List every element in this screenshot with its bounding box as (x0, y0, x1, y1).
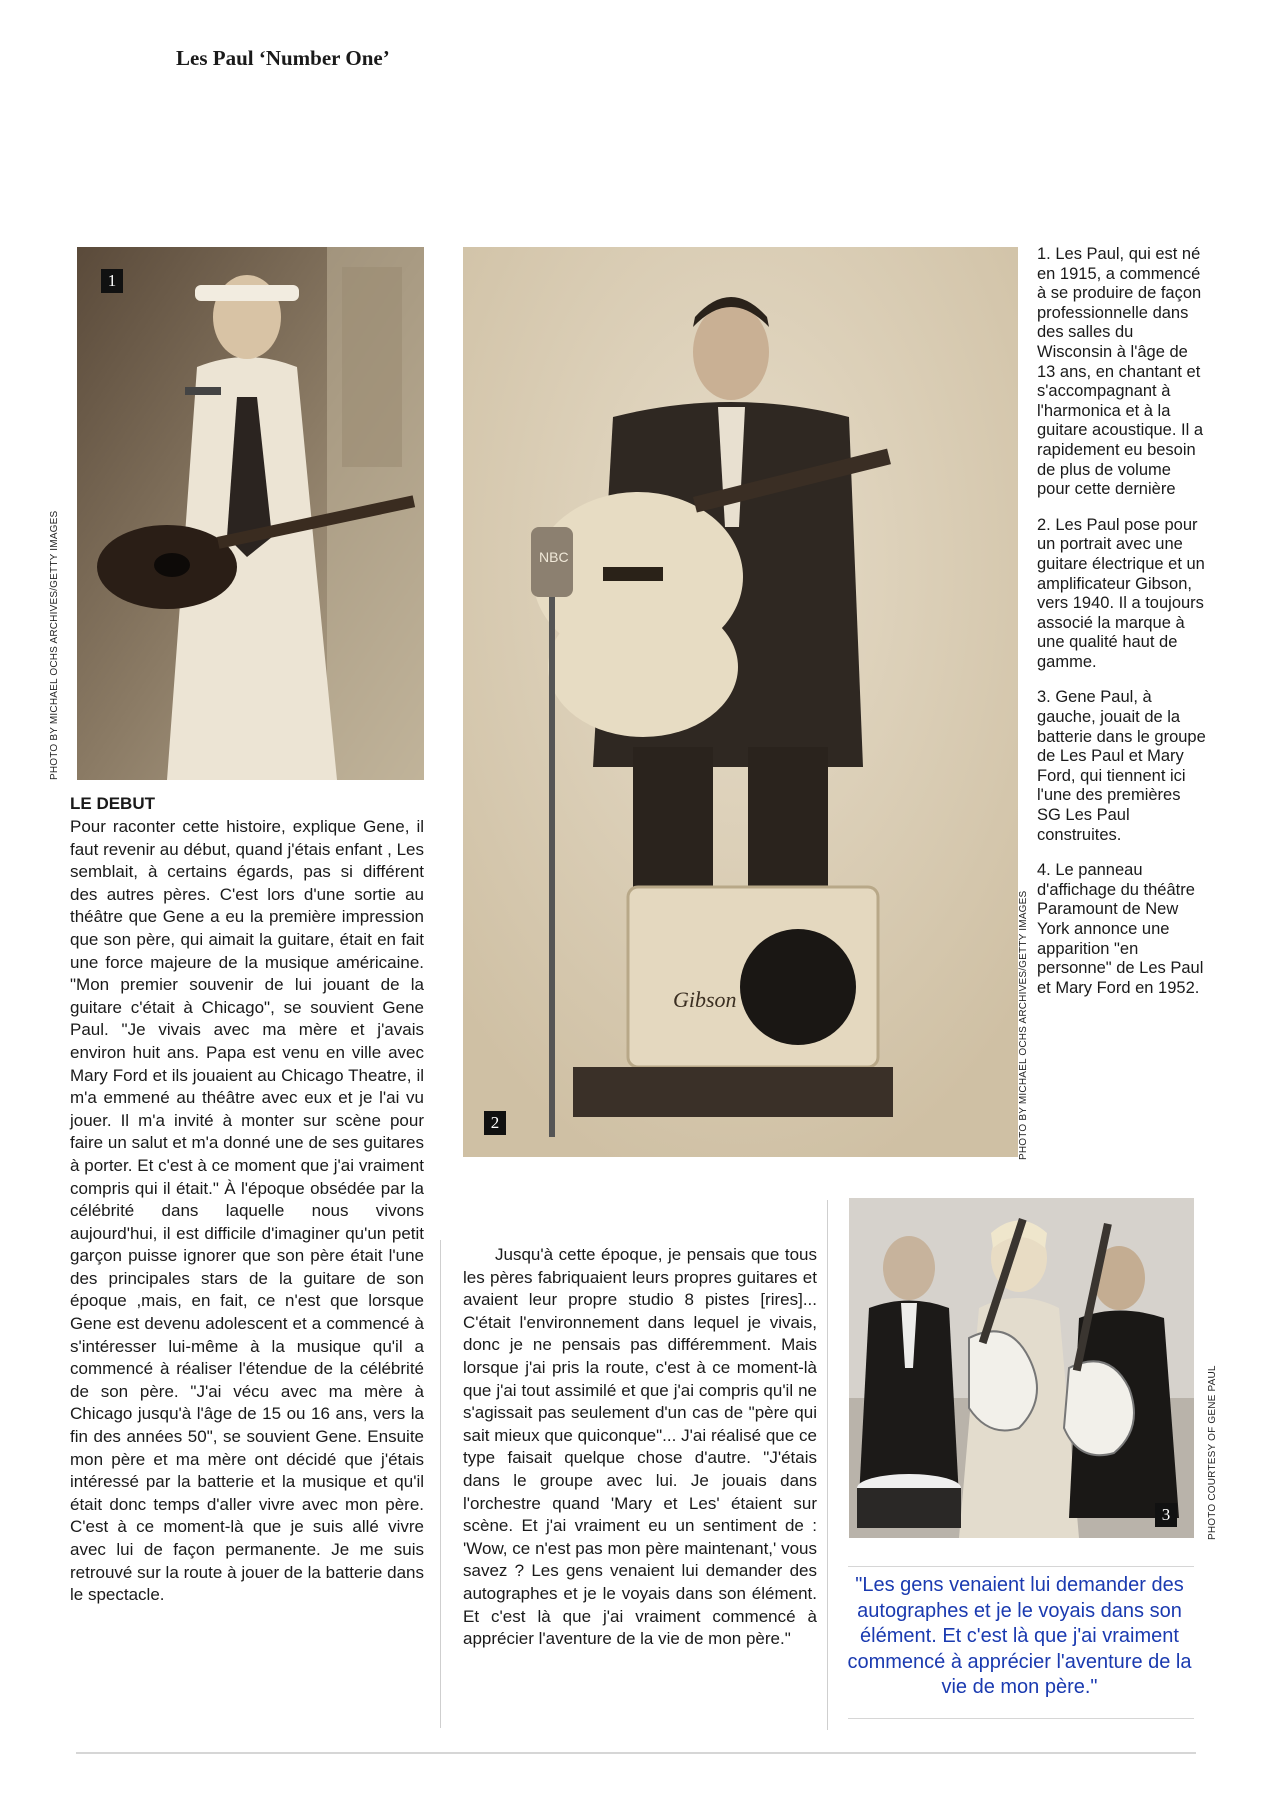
article-column-2: Jusqu'à cette époque, je pensais que tous les pères fabriquaient leurs propres guitares et avaient leur propre studio 8 pistes [rires]... C'était l'environnement dans lequel je vivais, donc je ne pensais pas différemment. Mais lorsque j'ai pris la route, c'est à ce moment-là que j'ai tout assimilé et que j'ai compris qu'il ne s'agissait pas seulement d'un cas de "père qui sait mieux que quiconque"... J'ai réalisé que ce type faisait quelque chose d'autre. "J'étais dans le groupe avec lui. Je jouais dans l'orchestre quand 'Mary et Les' étaient sur scène. Et j'ai vraiment eu un sentiment de : 'Wow, ce n'est pas mon père maintenant,' vous savez ? Les gens venaient lui demander des autographes et je le voyais dans son élément. Et c'est là que j'ai vraiment commencé à apprécier l'aventure de la vie de mon père." (463, 1245, 817, 1649)
pull-quote: "Les gens venaient lui demander des autographes et je le voyais dans son élément. Et c'est là que j'ai vraiment commencé à apprécier l'aventure de la vie de mon père." (847, 1574, 1192, 1698)
article-column-1: Pour raconter cette histoire, explique Gene, il faut revenir au début, quand j'étais enfant , Les semblait, à certains égards, pas si différent des autres pères. C'est lors d'une sortie au théâtre que Gene a eu la première impression que son père, qui aimait la guitare, était en fait une force majeure de la musique américaine. "Mon premier souvenir de lui jouant de la guitare c'était à Chicago", se souvient Gene Paul. "Je vivais avec ma mère et j'avais environ huit ans. Papa est venu en ville avec Mary Ford et ils jouaient au Chicago Theatre, il m'a emmené au théâtre avec eux et je l'ai vu jouer. Il m'a invité à monter sur scène pour faire un salut et m'a donné une de ses guitares à porter. Et c'est à ce moment que j'ai vraiment compris qui il était." À l'époque obsédée par la célébrité dans laquelle nous vivons aujourd'hui, il est difficile d'imaginer qu'un petit garçon puisse ignorer que son père était l'une des principales stars de la guitare de son époque ,mais, en fait, ce n'est que lorsque Gene est devenu adolescent et a commencé à s'intéresser lui-même à la musique qu'il a commencé à réaliser l'étendue de la célébrité de son père. "J'ai vécu avec ma mère à Chicago jusqu'à l'âge de 15 ou 16 ans, vers la fin des années 50", se souvient Gene. Ensuite mon père et ma mère ont décidé que j'étais intéressé par la batterie et la musique et qu'il était donc temps d'aller vivre avec mon père. C'est à ce moment-là que je suis allé vivre avec lui de façon permanente. Je me suis retrouvé sur la route à jouer de la batterie dans le spectacle. (70, 817, 424, 1605)
caption-2: 2. Les Paul pose pour un portrait avec une guitare électrique et un amplificateur Gibson, vers 1940. Il a toujours associé la marque à une qualité haut de gamme. (1037, 515, 1205, 671)
column-divider (827, 1200, 828, 1730)
photo-number-badge: 1 (101, 269, 123, 293)
quote-bottom-rule (848, 1718, 1194, 1719)
gibson-logo: Gibson (673, 987, 737, 1012)
caption-1: 1. Les Paul, qui est né en 1915, a commencé à se produire de façon professionnelle dans des salles du Wisconsin à l'âge de 13 ans, en chantant et s'accompagnant à l'harmonica et à la guitare acoustique. Il a rapidement eu besoin de plus de volume pour cette dernière (1037, 245, 1204, 499)
caption-3: 3. Gene Paul, à gauche, jouait de la batterie dans le groupe de Les Paul et Mary Ford, qui tiennent ici l'une des premières SG Les Paul construites. (1037, 688, 1206, 844)
photo-captions (1037, 245, 1207, 1014)
photo-credit: PHOTO BY MICHAEL OCHS ARCHIVES/GETTY IMAGES (49, 510, 60, 780)
section-heading: LE DEBUT (70, 794, 155, 813)
photo-3 (849, 1198, 1194, 1538)
photo-2 (463, 247, 1018, 1157)
photo-les-paul-mary-ford-gene-icon (849, 1198, 1194, 1538)
caption-4: 4. Le panneau d'affichage du théâtre Paramount de New York annonce une apparition "en personne" de Les Paul et Mary Ford en 1952. (1037, 861, 1204, 997)
quote-top-rule (848, 1566, 1194, 1567)
photo-credit: PHOTO BY MICHAEL OCHS ARCHIVES/GETTY IMAGES (1018, 890, 1029, 1160)
nbc-mic-label: NBC (539, 549, 569, 565)
footer-rule (76, 1752, 1196, 1754)
photo-1 (77, 247, 424, 780)
photo-number-badge: 2 (484, 1111, 506, 1135)
page-title: Les Paul ‘Number One’ (176, 46, 390, 70)
photo-credit: PHOTO COURTESY OF GENE PAUL (1207, 1365, 1218, 1540)
photo-young-les-paul-icon (77, 247, 424, 780)
column-divider (440, 1240, 441, 1728)
photo-les-paul-gibson-amp-icon (463, 247, 1018, 1157)
photo-number-badge: 3 (1155, 1503, 1177, 1527)
